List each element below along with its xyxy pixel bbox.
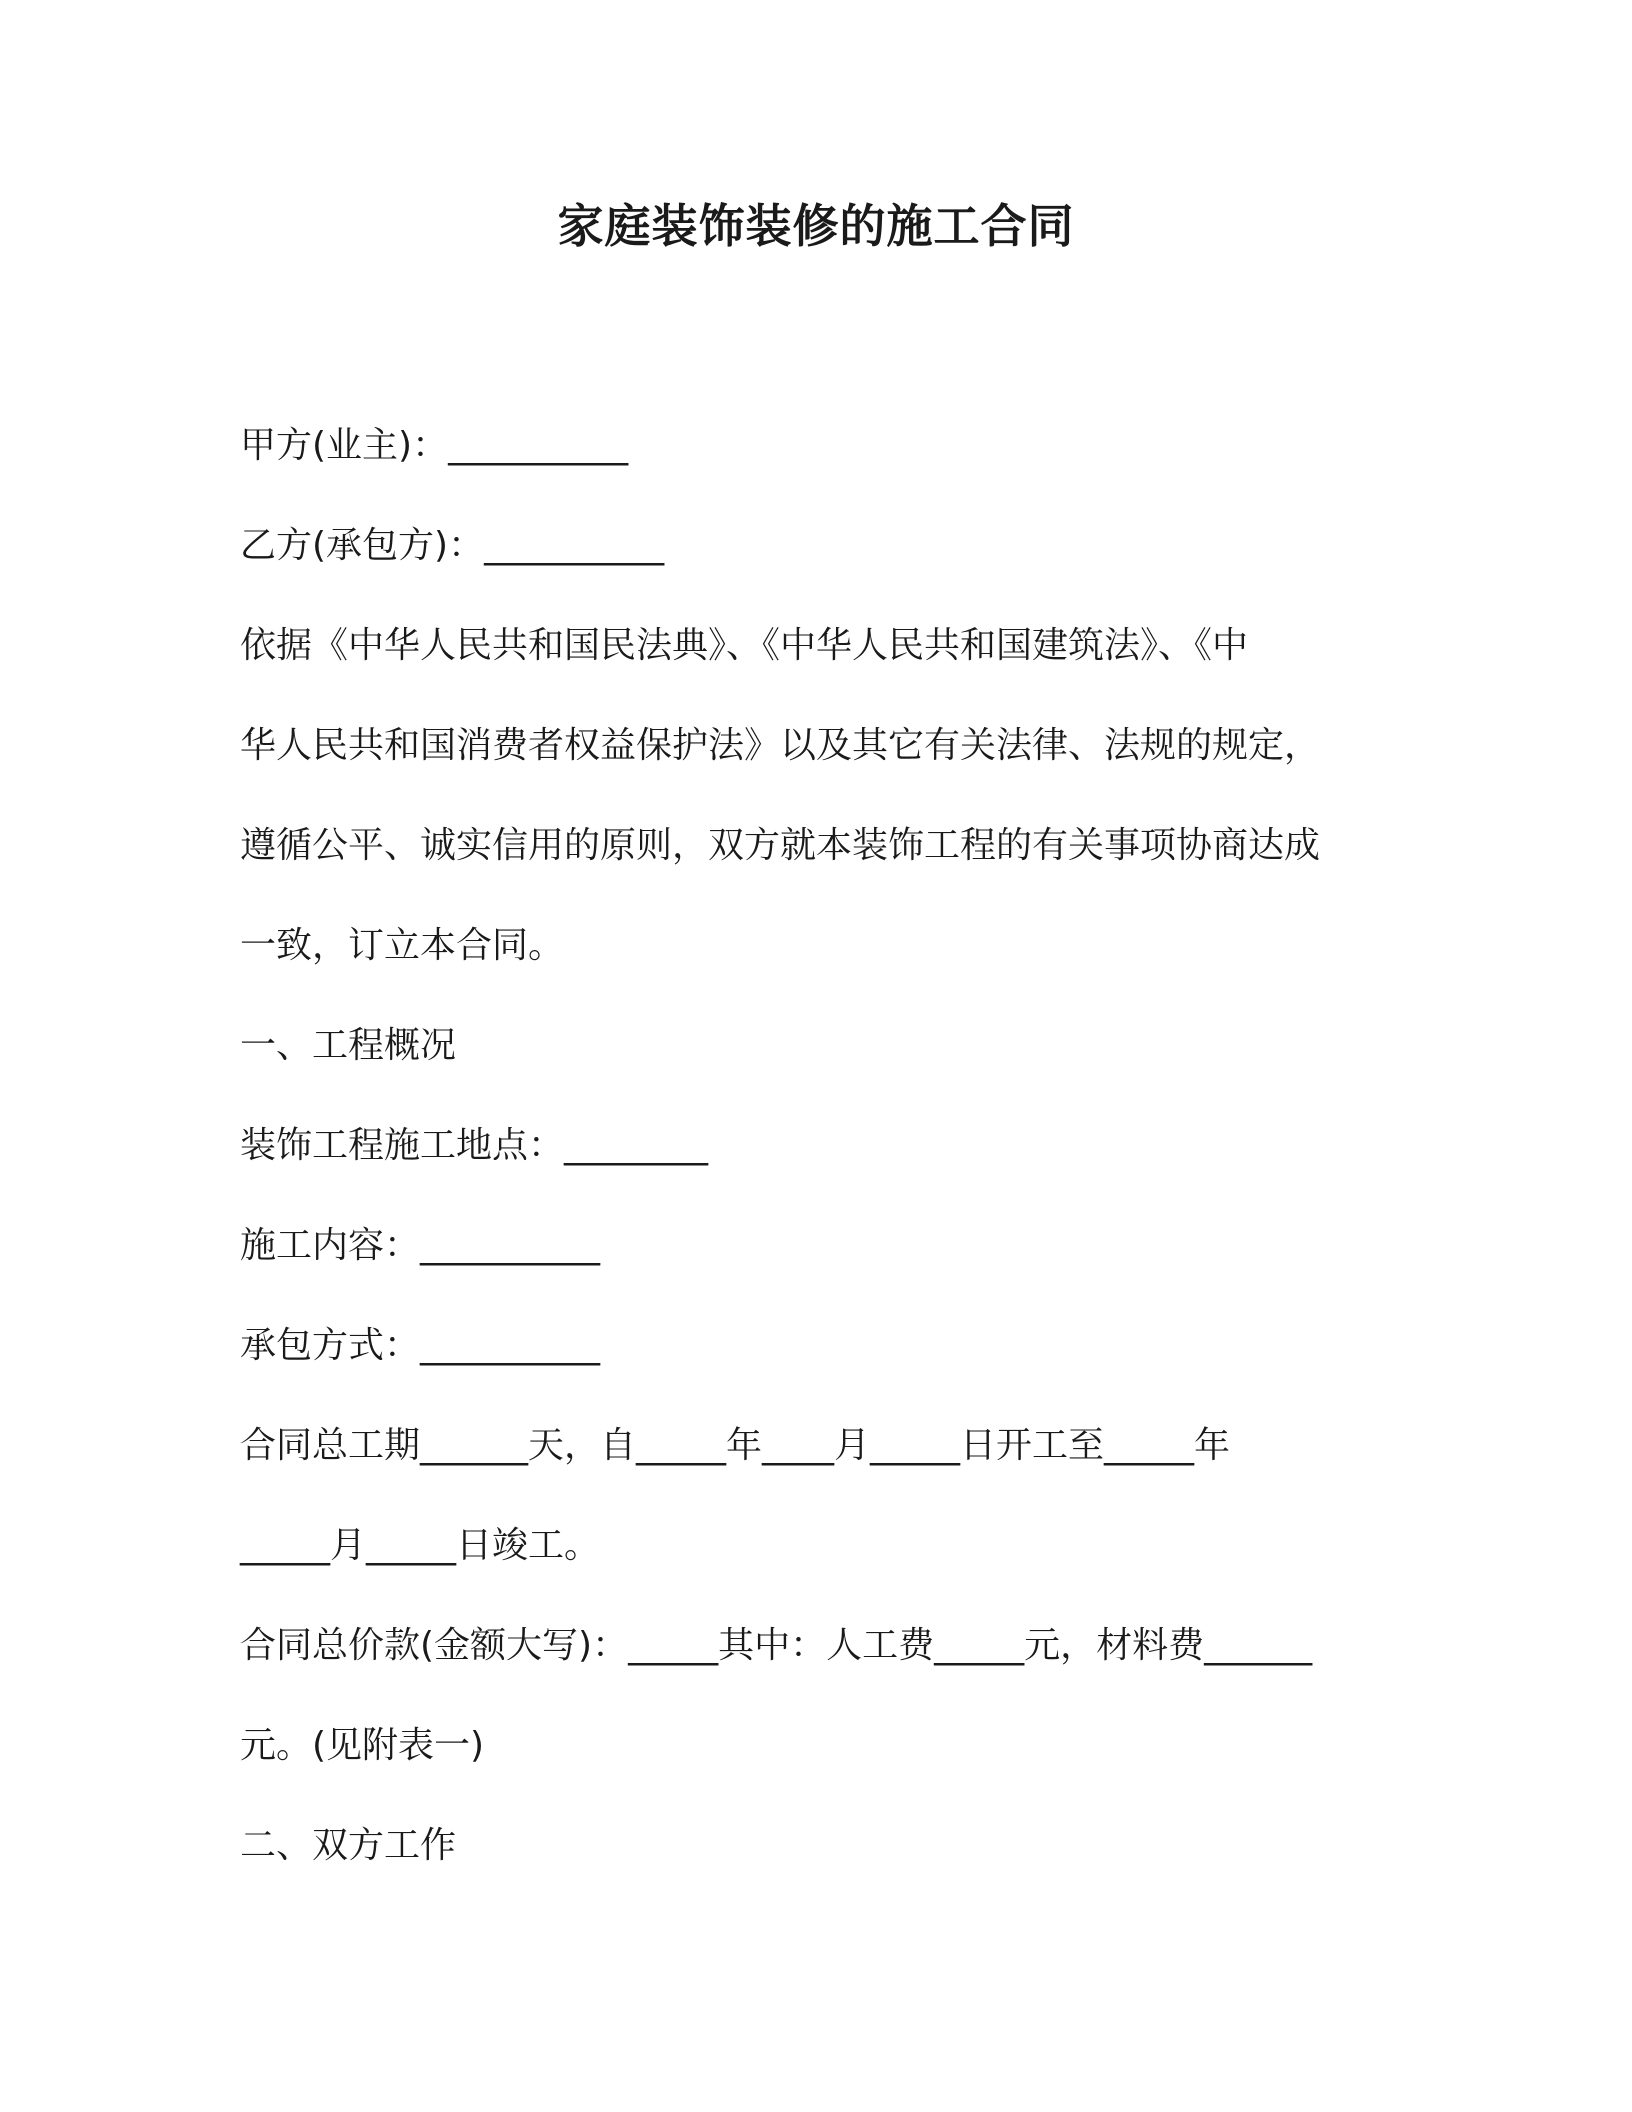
preamble-line-1: 依据《中华人民共和国民法典》、《中华人民共和国建筑法》、《中 bbox=[240, 625, 1249, 666]
party-b-line: 乙方(承包方)：__________ bbox=[240, 525, 665, 566]
construction-site-line: 装饰工程施工地点：________ bbox=[240, 1125, 709, 1166]
preamble-line-4: 一致，订立本合同。 bbox=[240, 925, 565, 966]
contract-method-line: 承包方式：__________ bbox=[240, 1325, 601, 1366]
construction-content-line: 施工内容：__________ bbox=[240, 1225, 601, 1266]
document-title: 家庭装饰装修的施工合同 bbox=[557, 199, 1075, 253]
duration-line-1: 合同总工期______天，自_____年____月_____日开工至_____年 bbox=[240, 1425, 1231, 1466]
total-price-line-1: 合同总价款(金额大写)：_____其中：人工费_____元，材料费______ bbox=[240, 1625, 1313, 1666]
duration-line-2: _____月_____日竣工。 bbox=[240, 1525, 601, 1566]
section-heading-1: 一、工程概况 bbox=[240, 1025, 457, 1066]
document-body bbox=[240, 418, 1400, 1918]
section-heading-2: 二、双方工作 bbox=[240, 1825, 457, 1866]
party-a-line: 甲方(业主)：__________ bbox=[240, 425, 629, 466]
preamble-line-2: 华人民共和国消费者权益保护法》以及其它有关法律、法规的规定， bbox=[240, 725, 1321, 766]
total-price-line-2: 元。(见附表一) bbox=[240, 1725, 485, 1766]
preamble-line-3: 遵循公平、诚实信用的原则，双方就本装饰工程的有关事项协商达成 bbox=[240, 825, 1321, 866]
